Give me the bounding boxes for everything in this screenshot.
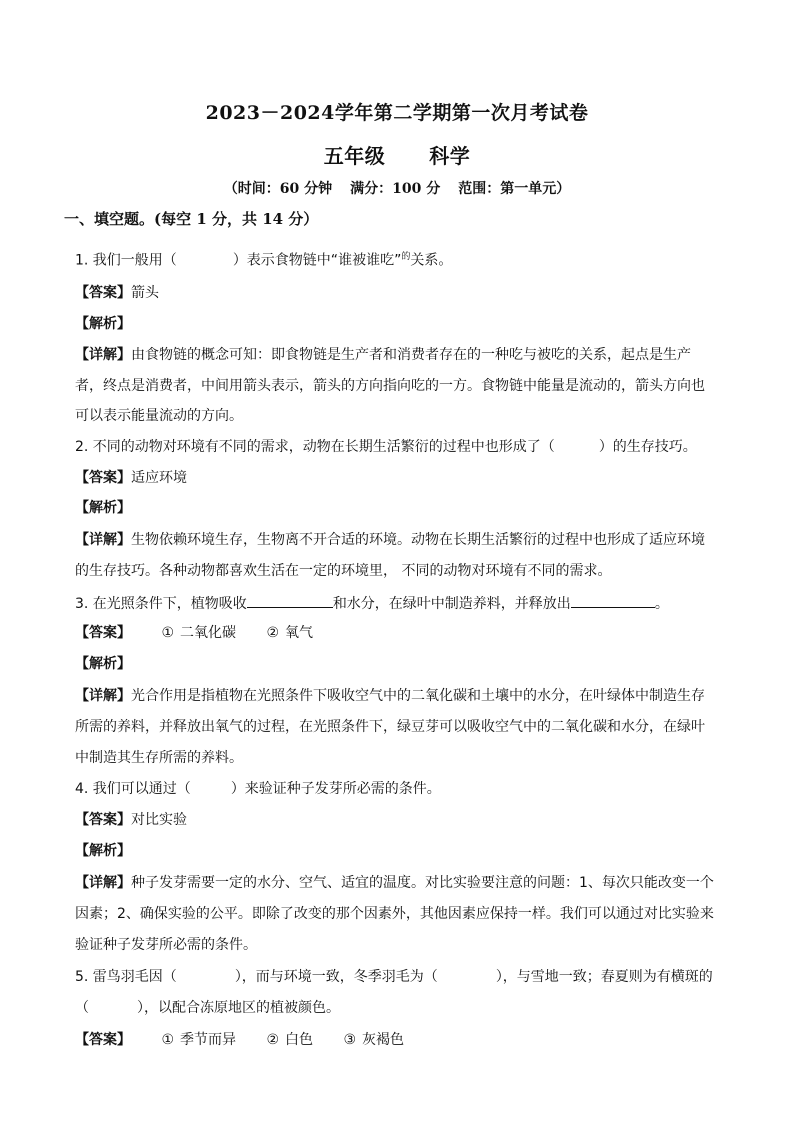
detail-label: 【详解】 <box>75 875 131 891</box>
analysis-4 <box>75 841 735 861</box>
exam-info-line <box>0 178 794 198</box>
detail-3-line-1: 【详解】光合作用是指植物在光照条件下吸收空气中的二氧化碳和土壤中的水分，在叶绿体中制造生存 <box>75 688 705 704</box>
detail-3-line-3: 中制造其生存所需的养料。 <box>75 750 243 766</box>
answer-label: 【答案】 <box>75 285 131 301</box>
answer-text: 对比实验 <box>131 812 187 828</box>
question-5-line-2: （ ），以配合冻原地区的植被颜色。 <box>75 1000 340 1016</box>
subject-label: 科学 <box>429 144 471 168</box>
detail-3-line-2: 所需的养料，并释放出氧气的过程，在光照条件下，绿豆芽可以吸收空气中的二氧化碳和水分，在绿叶 <box>75 719 705 735</box>
detail-4-line-1: 【详解】种子发芽需要一定的水分、空气、适宜的温度。对比实验要注意的问题：1、每次只能改变一个 <box>75 875 714 891</box>
answer-1 <box>75 283 735 303</box>
exam-title: 2023－2024学年第二学期第一次月考试卷 <box>205 102 589 124</box>
detail-1-line-3: 可以表示能量流动的方向。 <box>75 408 243 424</box>
analysis-label: 【解析】 <box>75 316 131 332</box>
answer-3: 【答案】 ① 二氧化碳 ② 氧气 <box>75 625 314 641</box>
question-3: 3. 在光照条件下，植物吸收 和水分，在绿叶中制造养料，并释放出 。 <box>75 592 735 614</box>
question-1: 1. 我们一般用（ ）表示食物链中“谁被谁吃”$^的$关系。 <box>75 252 453 269</box>
detail-4-line-3: 验证种子发芽所必需的条件。 <box>75 937 257 953</box>
detail-2-line-1: 【详解】生物依赖环境生存，生物离不开合适的环境。动物在长期生活繁衍的过程中也形成了适应环境 <box>75 532 705 548</box>
detail-label: 【详解】 <box>75 688 131 704</box>
answer-2 <box>75 468 735 488</box>
question-4: 4. 我们可以通过（ ）来验证种子发芽所必需的条件。 <box>75 781 441 797</box>
detail-label: 【详解】 <box>75 532 131 548</box>
detail-4-line-2: 因素；2、确保实验的公平。即除了改变的那个因素外，其他因素应保持一样。我们可以通过对比实验来 <box>75 906 714 922</box>
exam-score: 满分：100 分 <box>350 181 441 197</box>
exam-time: （时间：60 分钟 <box>223 181 333 197</box>
exam-scope: 范围：第一单元） <box>458 181 571 197</box>
answer-5: 【答案】 ① 季节而异 ② 白色 ③ 灰褐色 <box>75 1032 405 1048</box>
analysis-3 <box>75 654 735 674</box>
answer-label: 【答案】 <box>75 625 131 641</box>
analysis-2 <box>75 498 735 518</box>
analysis-label: 【解析】 <box>75 500 131 516</box>
analysis-label: 【解析】 <box>75 656 131 672</box>
answer-4 <box>75 810 735 830</box>
analysis-label: 【解析】 <box>75 843 131 859</box>
detail-2-line-2: 的生存技巧。各种动物都喜欢生活在一定的环境里， 不同的动物对环境有不同的需求。 <box>75 563 612 579</box>
detail-1-line-2: 者，终点是消费者，中间用箭头表示，箭头的方向指向吃的一方。食物链中能量是流动的，箭头方向也 <box>75 378 705 394</box>
answer-text: 箭头 <box>131 285 159 301</box>
answer-label: 【答案】 <box>75 812 131 828</box>
grade-label: 五年级 <box>323 144 386 168</box>
question-2: 2. 不同的动物对环境有不同的需求，动物在长期生活繁衍的过程中也形成了（ ）的生存技巧。 <box>75 439 697 455</box>
grade-subject-line <box>0 140 794 169</box>
question-5: 5. 雷鸟羽毛因（ ），而与环境一致，冬季羽毛为（ ），与雪地一致；春夏则为有横斑的 <box>75 969 713 985</box>
fill-blank <box>247 592 333 608</box>
answer-label: 【答案】 <box>75 470 131 486</box>
answer-text: 适应环境 <box>131 470 187 486</box>
detail-label: 【详解】 <box>75 347 131 363</box>
fill-blank <box>571 592 655 608</box>
answer-label: 【答案】 <box>75 1032 131 1048</box>
detail-1-line-1: 【详解】由食物链的概念可知：即食物链是生产者和消费者存在的一种吃与被吃的关系，起点是生产 <box>75 347 691 363</box>
analysis-1 <box>75 314 735 334</box>
section-heading: 一、填空题。(每空 1 分，共 14 分） <box>64 210 319 228</box>
